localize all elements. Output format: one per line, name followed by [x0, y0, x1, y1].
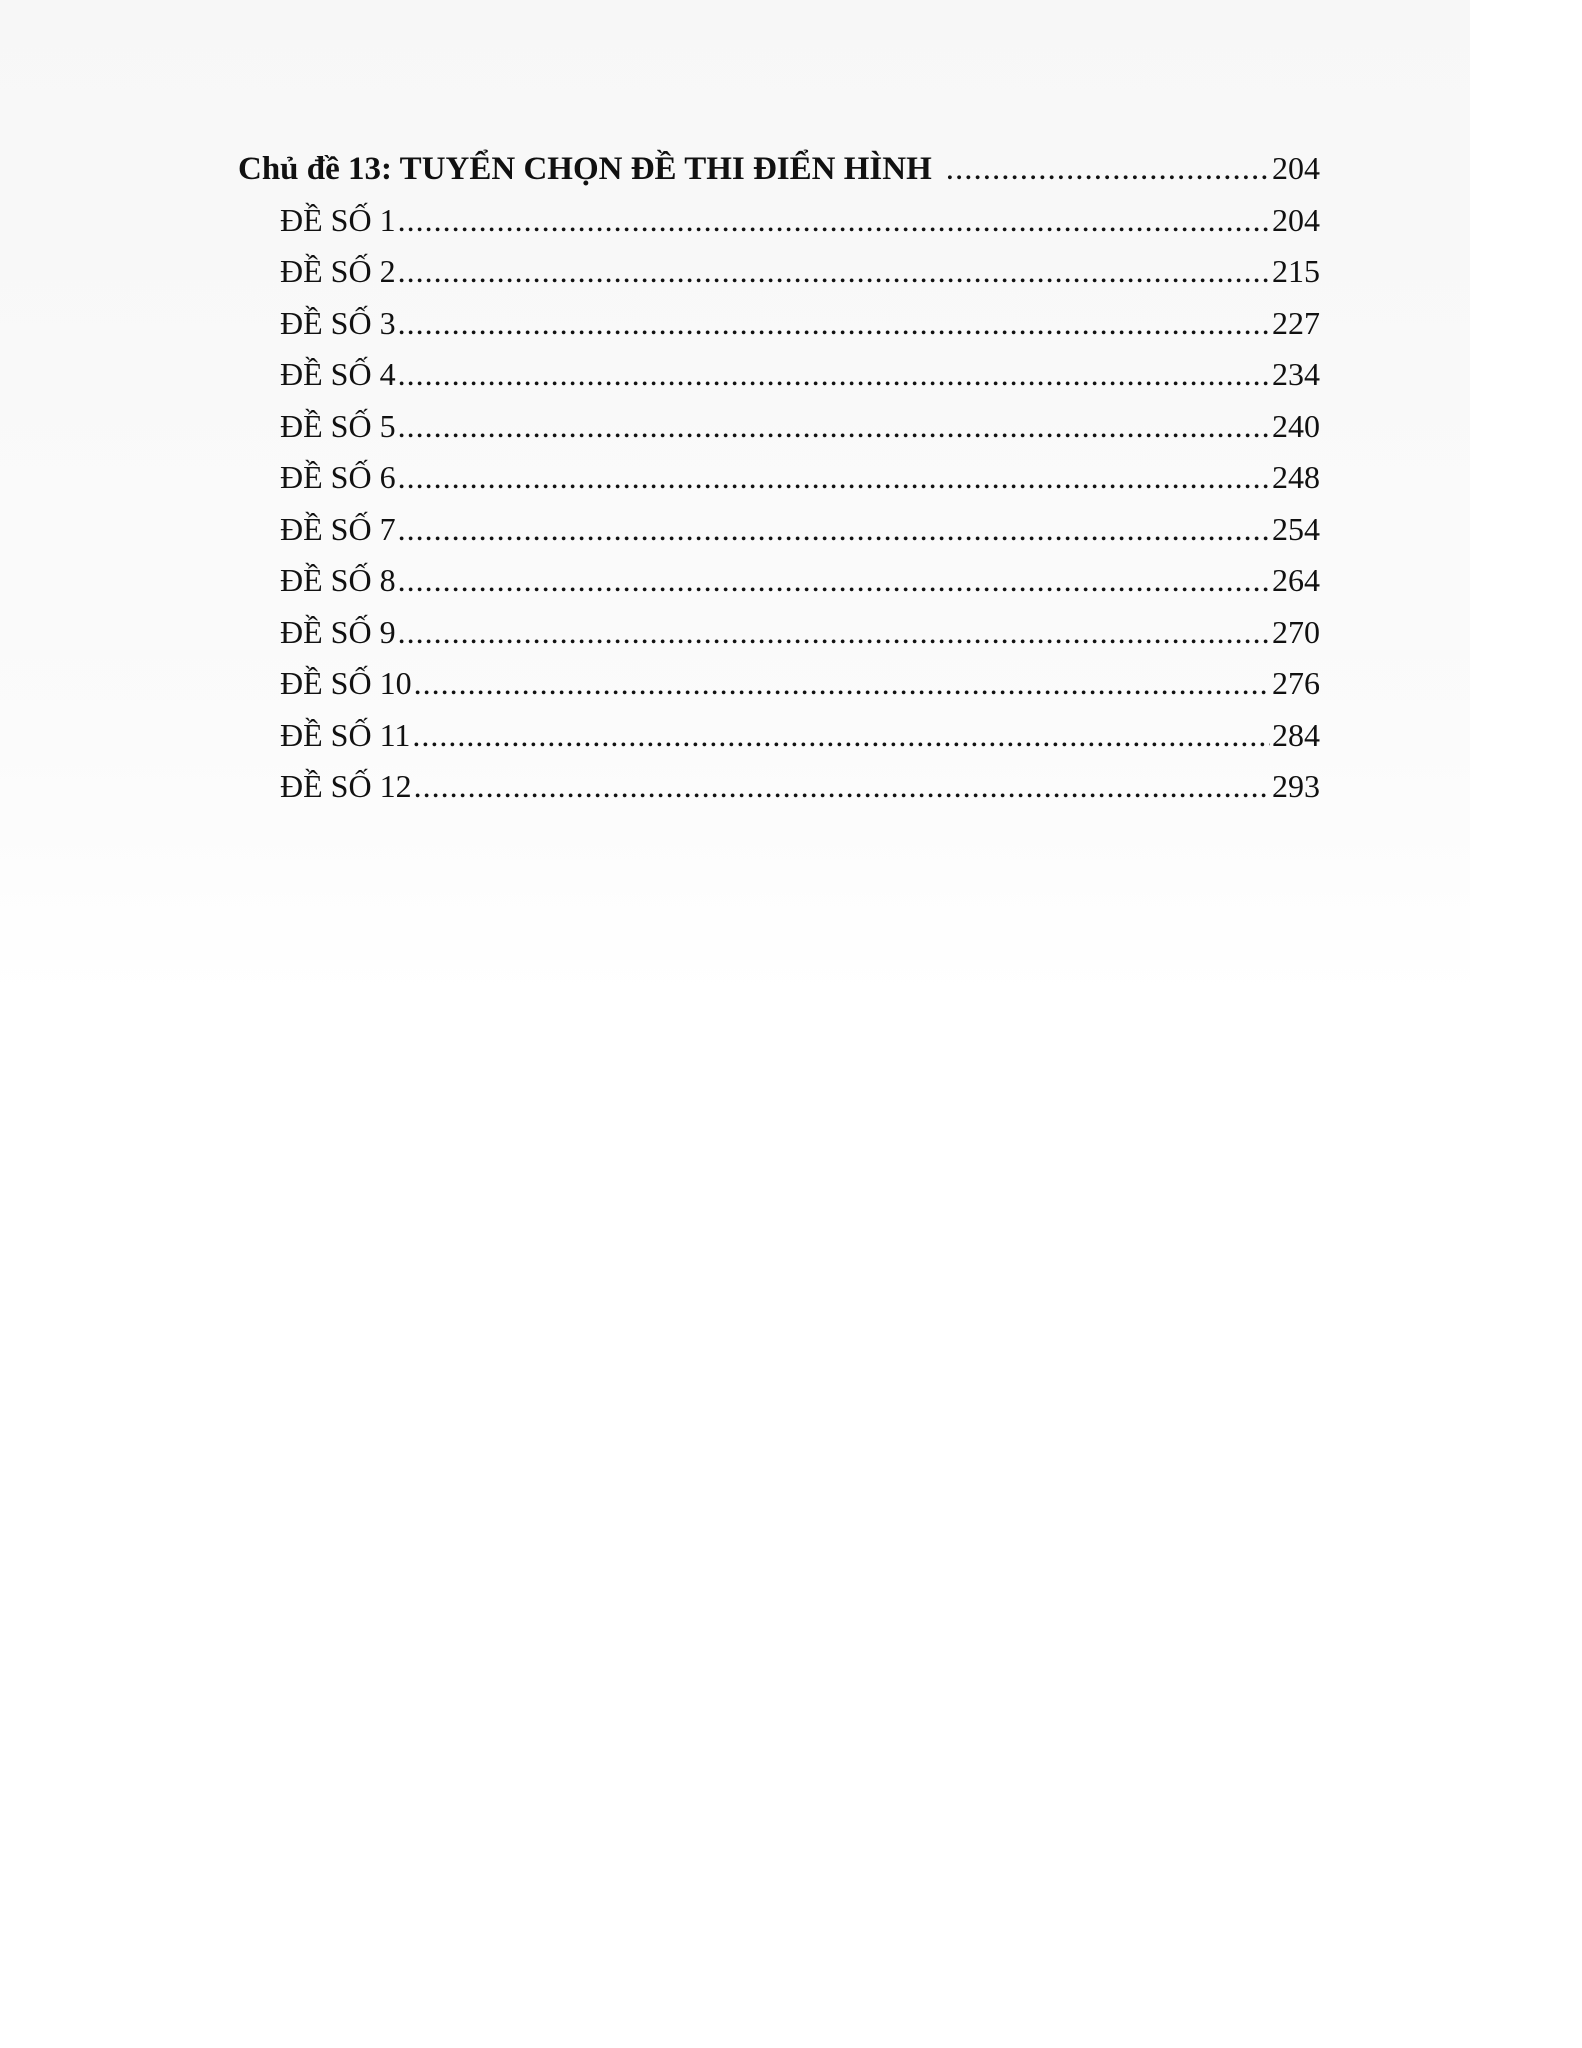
toc-entry-9[interactable]	[238, 614, 1320, 666]
toc-entry-1[interactable]	[238, 202, 1320, 254]
toc-dot-leader	[412, 717, 1270, 754]
toc-entry-label: ĐỀ SỐ 8	[280, 562, 396, 598]
toc-entry-page: 270	[1272, 613, 1320, 650]
toc-entry-label: ĐỀ SỐ 12	[280, 768, 412, 804]
toc-heading-label: Chủ đề 13: TUYỂN CHỌN ĐỀ THI ĐIỂN HÌNH	[238, 151, 932, 187]
toc-heading-row[interactable]	[238, 150, 1320, 202]
toc-entry-page: 215	[1272, 253, 1320, 289]
toc-entry-2[interactable]	[238, 253, 1320, 305]
toc-dot-leader	[398, 511, 1270, 548]
toc-dot-leader	[398, 356, 1270, 393]
toc-entry-4[interactable]	[238, 356, 1320, 408]
toc-entry-label: ĐỀ SỐ 2	[280, 253, 396, 289]
toc-entry-page: 204	[1272, 201, 1320, 238]
toc-dot-leader	[946, 151, 1270, 188]
toc-entry-10[interactable]	[238, 665, 1320, 717]
toc-entry-page: 293	[1272, 768, 1320, 804]
toc-entry-page: 240	[1272, 407, 1320, 444]
toc-entry-label: ĐỀ SỐ 9	[280, 613, 396, 650]
toc-entry-label: ĐỀ SỐ 1	[280, 201, 396, 238]
toc-dot-leader	[398, 614, 1270, 651]
toc-entry-page: 254	[1272, 510, 1320, 547]
toc-entry-page: 234	[1272, 356, 1320, 392]
table-of-contents	[238, 150, 1320, 820]
toc-entry-12[interactable]	[238, 768, 1320, 820]
toc-entry-page: 248	[1272, 459, 1320, 495]
toc-entry-11[interactable]	[238, 717, 1320, 769]
toc-dot-leader	[398, 202, 1270, 239]
toc-entry-8[interactable]	[238, 562, 1320, 614]
toc-entry-label: ĐỀ SỐ 6	[280, 459, 396, 495]
toc-entry-page: 264	[1272, 562, 1320, 598]
toc-entry-label: ĐỀ SỐ 11	[280, 716, 411, 753]
toc-entry-5[interactable]	[238, 408, 1320, 460]
toc-dot-leader	[398, 305, 1270, 342]
toc-dot-leader	[398, 253, 1270, 290]
toc-dot-leader	[414, 665, 1270, 702]
toc-entry-6[interactable]	[238, 459, 1320, 511]
toc-entry-page: 276	[1272, 665, 1320, 701]
toc-dot-leader	[414, 768, 1270, 805]
toc-dot-leader	[398, 408, 1270, 445]
toc-entry-label: ĐỀ SỐ 3	[280, 304, 396, 341]
toc-entry-page: 227	[1272, 304, 1320, 341]
toc-entry-page: 284	[1272, 716, 1320, 753]
toc-entry-3[interactable]	[238, 305, 1320, 357]
toc-heading-page: 204	[1272, 150, 1320, 186]
toc-dot-leader	[398, 562, 1270, 599]
toc-entry-7[interactable]	[238, 511, 1320, 563]
toc-entry-label: ĐỀ SỐ 10	[280, 665, 412, 701]
toc-entry-label: ĐỀ SỐ 4	[280, 356, 396, 392]
toc-dot-leader	[398, 459, 1270, 496]
toc-entry-label: ĐỀ SỐ 5	[280, 407, 396, 444]
toc-entry-label: ĐỀ SỐ 7	[280, 510, 396, 547]
